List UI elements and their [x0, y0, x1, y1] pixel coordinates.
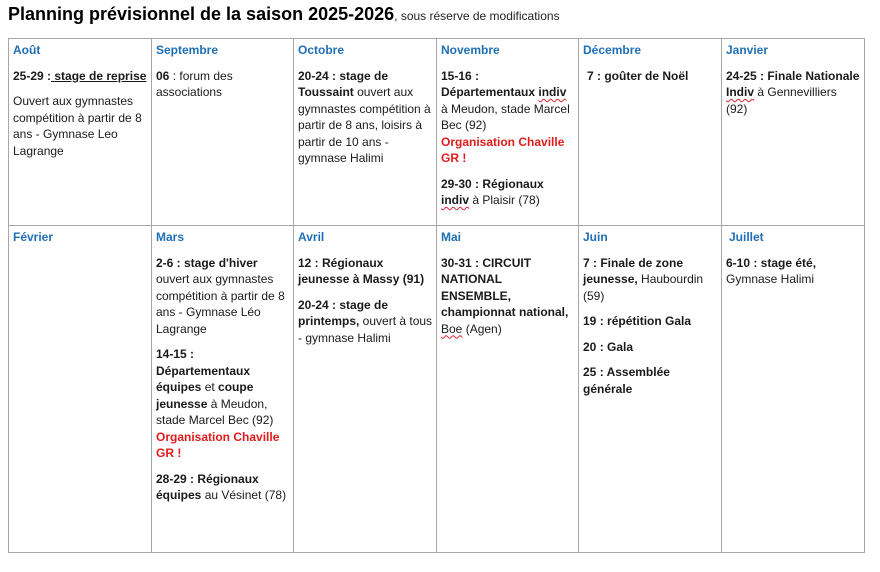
page-title	[8, 4, 560, 25]
month-cell-juillet	[722, 226, 865, 553]
event-item	[156, 471, 290, 504]
event-item	[441, 68, 575, 167]
month-cell-aout	[9, 39, 152, 226]
event-title: 6-10 : stage été,	[726, 255, 817, 270]
event-text: à Meudon, stade Marcel Bec (92)	[441, 101, 570, 132]
event-text: ouvert aux gymnastes compétition à partir de 8 ans, loisirs à partir de 10 ans - gymnase Halimi	[298, 85, 431, 165]
event-item	[298, 68, 433, 167]
event-text: et	[201, 380, 219, 394]
event-item	[583, 255, 718, 305]
event-title: 14-15 : Départementaux équipes	[156, 347, 251, 394]
event-title: coupe jeunesse	[156, 380, 254, 411]
event-text: ouvert à tous - gymnase Halimi	[298, 314, 433, 345]
month-header-mai: Mai	[441, 230, 462, 244]
month-header-juillet: Juillet	[729, 230, 764, 244]
event-item	[156, 255, 290, 338]
event-text: Gymnase Halimi	[726, 272, 815, 286]
calendar-table	[8, 38, 865, 553]
event-item	[726, 255, 861, 288]
month-cell-novembre	[437, 39, 579, 226]
event-title: 24-25 : Finale Nationale	[726, 68, 860, 83]
event-item	[13, 68, 148, 85]
event-item	[156, 68, 290, 101]
event-text: (Agen)	[462, 321, 502, 336]
event-item	[156, 346, 290, 462]
month-header-aout: Août	[13, 43, 41, 57]
month-cell-fevrier	[9, 226, 152, 553]
event-text: à Plaisir (78)	[469, 193, 540, 207]
event-text: Haubourdin (59)	[583, 272, 704, 303]
event-date: 20	[583, 339, 597, 354]
month-header-decembre: Décembre	[583, 43, 642, 57]
month-cell-mars	[152, 226, 294, 553]
event-title: : répétition Gala	[596, 314, 692, 328]
organisation-note: Organisation Chaville GR !	[441, 134, 565, 165]
month-cell-decembre	[579, 39, 722, 226]
title-main: Planning prévisionnel de la saison 2025-2026	[8, 4, 395, 24]
event-title: 2-6 : stage d'hiver	[156, 255, 258, 270]
month-header-mars: Mars	[156, 230, 185, 244]
event-item	[583, 68, 718, 85]
event-item	[583, 313, 718, 330]
event-date: 25-29 :	[13, 68, 52, 83]
event-item	[583, 364, 718, 397]
event-title: 28-29 : Régionaux équipes	[156, 471, 259, 502]
month-header-janvier: Janvier	[726, 43, 769, 57]
table-row	[9, 226, 865, 553]
event-item	[583, 339, 718, 356]
month-header-fevrier: Février	[13, 230, 54, 244]
event-title: stage de reprise	[51, 68, 147, 83]
event-text: à Meudon, stade Marcel Bec (92)	[156, 396, 274, 427]
month-cell-janvier	[722, 39, 865, 226]
month-header-septembre: Septembre	[156, 43, 219, 57]
event-item	[441, 176, 575, 209]
month-cell-septembre	[152, 39, 294, 226]
event-title: 7 : goûter de Noël	[587, 68, 689, 83]
event-title: : Assemblée générale	[583, 365, 670, 396]
table-row	[9, 39, 865, 226]
event-title: 15-16 : Départementaux	[441, 68, 539, 99]
month-header-juin: Juin	[583, 230, 608, 244]
title-subtitle: , sous réserve de modifications	[394, 9, 560, 23]
event-title: : Gala	[596, 339, 634, 354]
month-header-novembre: Novembre	[441, 43, 500, 57]
event-title: 12 : Régionaux jeunesse à Massy (91)	[298, 255, 425, 286]
event-text: : forum des associations	[156, 68, 233, 99]
event-title-spellcheck: indiv	[538, 85, 567, 99]
event-item	[726, 68, 861, 118]
event-item	[298, 297, 433, 347]
event-text: ouvert aux gymnastes compétition à partir de 8 ans - Gymnase Léo Lagrange	[156, 272, 285, 336]
event-title-spellcheck: indiv	[441, 193, 470, 207]
organisation-note: Organisation Chaville GR !	[156, 429, 280, 460]
event-title: 20-24 : stage de Toussaint	[298, 68, 389, 99]
event-date: 19	[583, 314, 597, 328]
month-cell-octobre	[294, 39, 437, 226]
event-item	[441, 255, 575, 338]
event-item	[298, 255, 433, 288]
event-date: 25	[583, 365, 597, 379]
month-cell-mai	[437, 226, 579, 553]
event-details: Ouvert aux gymnastes compétition à partir de 8 ans - Gymnase Leo Lagrange	[13, 94, 142, 158]
event-title: 30-31 : CIRCUIT NATIONAL ENSEMBLE, championnat national,	[441, 255, 569, 319]
month-header-octobre: Octobre	[298, 43, 345, 57]
event-title-spellcheck: Indiv	[726, 85, 755, 99]
event-text: à Gennevilliers (92)	[726, 85, 837, 116]
month-cell-juin	[579, 226, 722, 553]
event-text: au Vésinet (78)	[201, 488, 287, 502]
month-header-avril: Avril	[298, 230, 325, 244]
event-title: 29-30 : Régionaux	[441, 176, 544, 191]
event-title: 20-24 : stage de printemps,	[298, 297, 389, 328]
event-date: 06	[156, 68, 170, 83]
event-title: 7 : Finale de zone jeunesse,	[583, 255, 684, 286]
month-cell-avril	[294, 226, 437, 553]
event-text-spellcheck: Boe	[441, 321, 463, 336]
